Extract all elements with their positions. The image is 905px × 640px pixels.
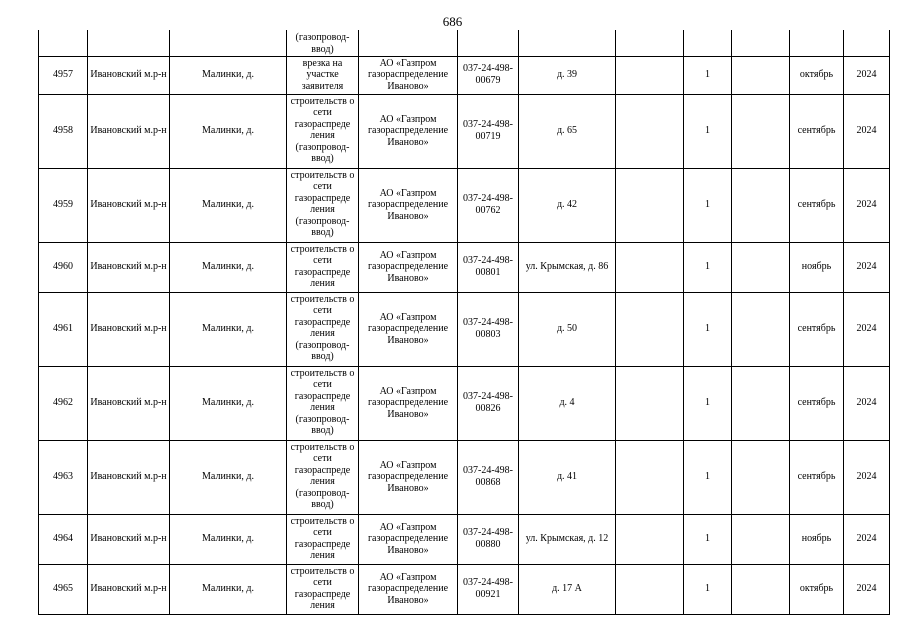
district: Ивановский м.р-н [88, 242, 170, 292]
quantity: 1 [684, 168, 732, 242]
settlement: Малинки, д. [170, 56, 287, 94]
empty-cell [616, 94, 684, 168]
empty-cell [616, 514, 684, 564]
quantity: 1 [684, 56, 732, 94]
code: 037-24-498-00801 [458, 242, 519, 292]
empty-cell [616, 242, 684, 292]
row-number: 4965 [39, 564, 88, 614]
empty-cell [732, 564, 790, 614]
month: октябрь [790, 56, 844, 94]
year: 2024 [844, 168, 890, 242]
continuation-row [39, 30, 890, 56]
table-row [39, 440, 890, 514]
empty-cell [616, 440, 684, 514]
settlement: Малинки, д. [170, 564, 287, 614]
row-number: 4957 [39, 56, 88, 94]
code: 037-24-498-00880 [458, 514, 519, 564]
purpose: строительств о сети газораспреде ления (газопровод-ввод) [287, 94, 359, 168]
code: 037-24-498-00719 [458, 94, 519, 168]
code: 037-24-498-00826 [458, 366, 519, 440]
empty-cell [732, 514, 790, 564]
row-number: 4960 [39, 242, 88, 292]
settlement: Малинки, д. [170, 292, 287, 366]
empty-cell [616, 366, 684, 440]
table-row [39, 168, 890, 242]
address: д. 42 [519, 168, 616, 242]
empty-cell [732, 292, 790, 366]
empty-cell [732, 168, 790, 242]
code: 037-24-498-00921 [458, 564, 519, 614]
district: Ивановский м.р-н [88, 56, 170, 94]
purpose: строительств о сети газораспреде ления [287, 514, 359, 564]
continuation-purpose: (газопровод- ввод) [287, 30, 359, 56]
address: д. 39 [519, 56, 616, 94]
district: Ивановский м.р-н [88, 514, 170, 564]
settlement: Малинки, д. [170, 242, 287, 292]
quantity: 1 [684, 242, 732, 292]
empty-cell [732, 366, 790, 440]
registry-table-body [39, 30, 890, 614]
organization: АО «Газпром газораспределение Иваново» [359, 168, 458, 242]
settlement: Малинки, д. [170, 94, 287, 168]
settlement: Малинки, д. [170, 514, 287, 564]
table-row [39, 242, 890, 292]
year: 2024 [844, 94, 890, 168]
quantity: 1 [684, 292, 732, 366]
table-row [39, 94, 890, 168]
row-number: 4962 [39, 366, 88, 440]
purpose: строительств о сети газораспреде ления [287, 242, 359, 292]
year: 2024 [844, 514, 890, 564]
month: сентябрь [790, 94, 844, 168]
quantity: 1 [684, 514, 732, 564]
empty-cell [732, 440, 790, 514]
empty-cell [732, 94, 790, 168]
month: сентябрь [790, 366, 844, 440]
address: ул. Крымская, д. 86 [519, 242, 616, 292]
purpose: строительств о сети газораспреде ления (газопровод-ввод) [287, 168, 359, 242]
organization: АО «Газпром газораспределение Иваново» [359, 366, 458, 440]
district: Ивановский м.р-н [88, 292, 170, 366]
empty-cell [732, 242, 790, 292]
quantity: 1 [684, 564, 732, 614]
district: Ивановский м.р-н [88, 440, 170, 514]
row-number: 4958 [39, 94, 88, 168]
table-row [39, 564, 890, 614]
district: Ивановский м.р-н [88, 168, 170, 242]
purpose: строительств о сети газораспреде ления (газопровод-ввод) [287, 440, 359, 514]
month: ноябрь [790, 242, 844, 292]
table-row [39, 56, 890, 94]
month: сентябрь [790, 440, 844, 514]
table-row [39, 366, 890, 440]
row-number: 4964 [39, 514, 88, 564]
organization: АО «Газпром газораспределение Иваново» [359, 242, 458, 292]
organization: АО «Газпром газораспределение Иваново» [359, 514, 458, 564]
district: Ивановский м.р-н [88, 564, 170, 614]
empty-cell [616, 564, 684, 614]
quantity: 1 [684, 440, 732, 514]
organization: АО «Газпром газораспределение Иваново» [359, 94, 458, 168]
registry-table [38, 30, 890, 615]
empty-cell [616, 292, 684, 366]
settlement: Малинки, д. [170, 366, 287, 440]
settlement: Малинки, д. [170, 440, 287, 514]
organization: АО «Газпром газораспределение Иваново» [359, 292, 458, 366]
code: 037-24-498-00679 [458, 56, 519, 94]
organization: АО «Газпром газораспределение Иваново» [359, 440, 458, 514]
year: 2024 [844, 242, 890, 292]
address: д. 4 [519, 366, 616, 440]
address: д. 41 [519, 440, 616, 514]
year: 2024 [844, 564, 890, 614]
organization: АО «Газпром газораспределение Иваново» [359, 56, 458, 94]
district: Ивановский м.р-н [88, 366, 170, 440]
page-number: 686 [442, 14, 463, 29]
code: 037-24-498-00762 [458, 168, 519, 242]
year: 2024 [844, 292, 890, 366]
code: 037-24-498-00803 [458, 292, 519, 366]
empty-cell [732, 56, 790, 94]
row-number: 4961 [39, 292, 88, 366]
address: д. 50 [519, 292, 616, 366]
settlement: Малинки, д. [170, 168, 287, 242]
address: д. 17 А [519, 564, 616, 614]
address: ул. Крымская, д. 12 [519, 514, 616, 564]
organization: АО «Газпром газораспределение Иваново» [359, 564, 458, 614]
code: 037-24-498-00868 [458, 440, 519, 514]
quantity: 1 [684, 94, 732, 168]
address: д. 65 [519, 94, 616, 168]
purpose: строительств о сети газораспреде ления (газопровод-ввод) [287, 366, 359, 440]
purpose: строительств о сети газораспреде ления [287, 564, 359, 614]
empty-cell [616, 168, 684, 242]
purpose: врезка на участке заявителя [287, 56, 359, 94]
month: сентябрь [790, 168, 844, 242]
table-row [39, 292, 890, 366]
row-number: 4963 [39, 440, 88, 514]
table-row [39, 514, 890, 564]
year: 2024 [844, 56, 890, 94]
district: Ивановский м.р-н [88, 94, 170, 168]
row-number: 4959 [39, 168, 88, 242]
purpose: строительств о сети газораспреде ления (газопровод-ввод) [287, 292, 359, 366]
year: 2024 [844, 440, 890, 514]
empty-cell [616, 56, 684, 94]
month: ноябрь [790, 514, 844, 564]
year: 2024 [844, 366, 890, 440]
month: сентябрь [790, 292, 844, 366]
month: октябрь [790, 564, 844, 614]
quantity: 1 [684, 366, 732, 440]
